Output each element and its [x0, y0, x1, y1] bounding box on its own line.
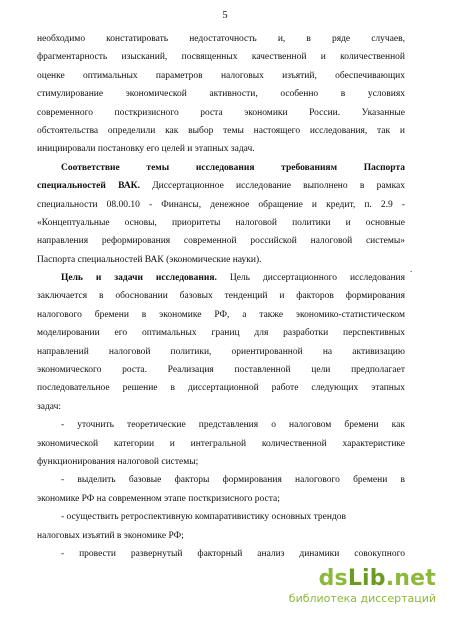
line-text: обстоятельства определили как выбор темы настоящего исследования, так и	[37, 125, 405, 136]
text-line	[37, 435, 405, 453]
line-text: налогового бремени в экономике РФ, а также экономико-статистическом	[37, 309, 405, 320]
bold-heading: специальностей ВАК.	[37, 181, 140, 192]
text-line	[37, 30, 405, 48]
line-text: современного посткризисного роста экономики России. Указанные	[37, 107, 405, 118]
line-text: Паспорта специальностей ВАК (экономические науки).	[37, 254, 262, 265]
text-line	[37, 232, 405, 250]
line-text: экономического роста. Реализация поставленной цели предполагает	[37, 365, 405, 376]
text-line	[37, 343, 405, 361]
line-text: Диссертационное исследование выполнено в рамках	[139, 181, 406, 192]
watermark-logo	[319, 566, 436, 591]
line-text: инициировали постановку его целей и этапных задач.	[37, 144, 255, 155]
line-text: - выделить базовые факторы формирования налогового бремени в	[61, 475, 405, 486]
line-text: направлений налоговой политики, ориентированной на активизацию	[37, 346, 405, 357]
line-text: оценке оптимальных параметров налоговых изъятий, обеспечивающих	[37, 70, 405, 81]
line-text: задач:	[37, 401, 62, 412]
line-text: Цель диссертационного исследования	[216, 273, 405, 284]
page-number: 5	[222, 10, 228, 21]
text-line	[37, 508, 405, 526]
text-line	[37, 104, 405, 122]
text-line	[37, 287, 405, 305]
text-line	[37, 48, 405, 66]
text-line	[37, 196, 405, 214]
text-line	[37, 85, 405, 103]
line-text: налоговых изъятий в экономике РФ;	[37, 530, 184, 541]
text-line	[37, 269, 405, 287]
watermark	[270, 566, 440, 610]
text-line	[37, 361, 405, 379]
text-line	[37, 527, 405, 545]
text-line	[37, 251, 405, 269]
text-line	[37, 416, 405, 434]
bold-heading: Цель и задачи исследования.	[61, 273, 217, 284]
line-text: стимулирование экономической активности, особенно в условиях	[37, 89, 405, 100]
text-line	[37, 159, 405, 177]
text-line	[37, 324, 405, 342]
line-text: направления реформирования современной российской налоговой системы»	[37, 236, 405, 247]
line-text: необходимо констатировать недостаточность и, в ряде случаев,	[37, 34, 405, 44]
bold-heading: Соответствие темы исследования требованиям Паспорта	[61, 162, 405, 173]
logo-lib: Lib	[347, 566, 386, 591]
text-line	[37, 490, 405, 508]
text-line	[37, 214, 405, 232]
text-line	[37, 122, 405, 140]
line-text: функционирования налоговой системы;	[37, 456, 199, 467]
line-text: фрагментарность изысканий, посвященных качественной и количественной	[37, 52, 405, 63]
text-line	[37, 471, 405, 489]
line-text: «Концептуальные основы, приоритеты налоговой политики и основные	[37, 217, 405, 228]
margin-mark: .	[410, 264, 413, 274]
line-text: экономике РФ на современном этапе посткризисного роста;	[37, 493, 280, 504]
line-text: заключается в обосновании базовых тенденций и факторов формирования	[37, 291, 405, 302]
watermark-subtitle: библиотека диссертаций	[288, 592, 436, 605]
logo-suffix: .net	[385, 566, 436, 591]
logo-prefix: ds	[318, 566, 348, 591]
text-line	[37, 398, 405, 416]
text-line	[37, 140, 405, 158]
line-text: специальности 08.00.10 - Финансы, денежное обращение и кредит, п. 2.9 -	[37, 199, 405, 210]
line-text: - осуществить ретроспективную компаративистику основных трендов	[61, 512, 347, 523]
text-line	[37, 67, 405, 85]
text-line	[37, 306, 405, 324]
line-text: последовательное решение в диссертационной работе следующих этапных	[37, 383, 405, 394]
line-text: - провести развернутый факторный анализ динамики совокупного	[61, 548, 405, 559]
document-body	[37, 30, 405, 563]
line-text: экономической категории и интегральной количественной характеристике	[37, 438, 405, 449]
line-text: - уточнить теоретические представления о налоговом бремени как	[61, 420, 405, 431]
text-line	[37, 379, 405, 397]
text-line	[37, 177, 405, 195]
text-line	[37, 545, 405, 563]
line-text: моделировании его оптимальных границ для разработки перспективных	[37, 328, 405, 339]
text-line	[37, 453, 405, 471]
